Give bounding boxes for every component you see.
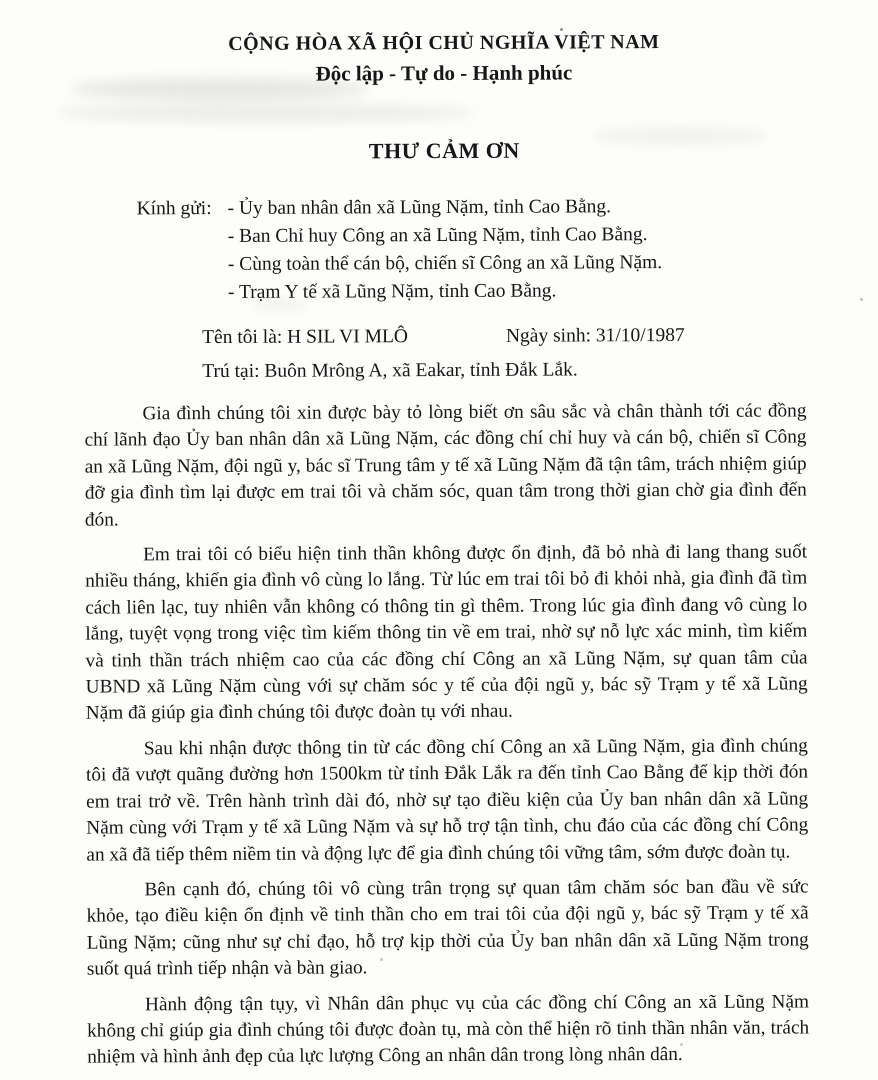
- sender-info-block: [84, 320, 806, 387]
- letter-title: THƯ CẢM ƠN: [368, 137, 520, 164]
- sender-name-line: Tên tôi là: H SIL VI MLÔ: [202, 326, 408, 349]
- recipient-item: - Trạm Y tế xã Lũng Nặm, tỉnh Cao Bằng.: [227, 280, 557, 303]
- national-header: [83, 30, 805, 87]
- sender-dob-line: Ngày sinh: 31/10/1987: [505, 324, 685, 347]
- recipient-item: - Ủy ban nhân dân xã Lũng Nặm, tỉnh Cao Bằng.: [227, 196, 612, 219]
- letter-body: [84, 398, 809, 1071]
- sender-name-row: [84, 320, 806, 353]
- sender-address-line: Trú tại: Buôn Mrông A, xã Eakar, tỉnh Đắk Lắk.: [202, 359, 578, 383]
- recipient-list: [228, 193, 663, 307]
- letter-content: [83, 0, 810, 1080]
- body-paragraph: Gia đình chúng tôi xin được bày tỏ lòng biết ơn sâu sắc và chân thành tới các đồng chí lãnh đạo Ủy ban nhân dân xã Lũng Nặm, các đồng chí chỉ huy và cán bộ, chiến sĩ Công an xã Lũng Nặm, đội ngũ y, bác sĩ Trung tâm y tế xã Lũng Nặm đã tận tâm, trách nhiệm giúp đỡ gia đình tìm lại được em trai tôi và chăm sóc, quan tâm trong thời gian chờ gia đình đến đón.: [84, 400, 807, 531]
- national-header-line: CỘNG HÒA XÃ HỘI CHỦ NGHĨA VIỆT NAM: [228, 31, 660, 55]
- body-paragraph: Bên cạnh đó, chúng tôi vô cùng trân trọng sự quan tâm chăm sóc ban đầu về sức khỏe, tạo điều kiện ổn định về tinh thần cho em trai tôi của đội ngũ y, bác sỹ Trạm y tế xã Lũng Nặm; cũng như sự chỉ đạo, hỗ trợ kịp thời của Ủy ban nhân dân xã Lũng Nặm trong suốt quá trình tiếp nhận và bàn giao.: [86, 876, 809, 980]
- salutation-label: Kính gửi:: [136, 198, 212, 220]
- body-paragraph: Em trai tôi có biểu hiện tinh thần không được ổn định, đã bỏ nhà đi lang thang suốt nhiều tháng, khiến gia đình vô cùng lo lắng. Từ lúc em trai tôi bỏ đi khỏi nhà, gia đình đã tìm cách liên lạc, tuy nhiên vẫn không có thông tin gì thêm. Trong lúc gia đình đang vô cùng lo lắng, tuyệt vọng trong việc tìm kiếm thông tin về em trai, nhờ sự nỗ lực xác minh, tìm kiếm và tinh thần trách nhiệm cao của các đồng chí Công an xã Lũng Nặm, sự quan tâm của UBND xã Lũng Nặm cùng với sự chăm sóc y tế của đội ngũ y, bác sỹ Trạm y tế xã Lũng Nặm đã giúp gia đình chúng tôi được đoàn tụ với nhau.: [85, 541, 808, 725]
- body-paragraph: Sau khi nhận được thông tin từ các đồng chí Công an xã Lũng Nặm, gia đình chúng tôi đã vượt quãng đường hơn 1500km từ tỉnh Đắk Lắk ra đến tỉnh Cao Bằng để kịp thời đón em trai trở về. Trên hành trình dài đó, nhờ sự tạo điều kiện của Ủy ban nhân dân xã Lũng Nặm cùng với Trạm y tế xã Lũng Nặm và sự hỗ trợ tận tình, chu đáo của các đồng chí Công an xã đã tiếp thêm niềm tin và động lực để gia đình chúng tôi vững tâm, sớm được đoàn tụ.: [85, 735, 809, 866]
- national-motto: Độc lập - Tự do - Hạnh phúc: [315, 60, 573, 86]
- recipient-item: - Cùng toàn thể cán bộ, chiến sĩ Công an xã Lũng Nặm.: [227, 252, 663, 275]
- body-paragraph: Hành động tận tụy, vì Nhân dân phục vụ của các đồng chí Công an xã Lũng Nặm không chỉ giúp gia đình chúng tôi được đoàn tụ, mà còn thể hiện rõ tinh thần nhân văn, trách nhiệm và hình ảnh đẹp của lực lượng Công an nhân dân trong lòng nhân dân.: [87, 990, 810, 1068]
- salutation-block: [83, 192, 805, 307]
- recipient-item: - Ban Chỉ huy Công an xã Lũng Nặm, tỉnh Cao Bằng.: [227, 224, 648, 247]
